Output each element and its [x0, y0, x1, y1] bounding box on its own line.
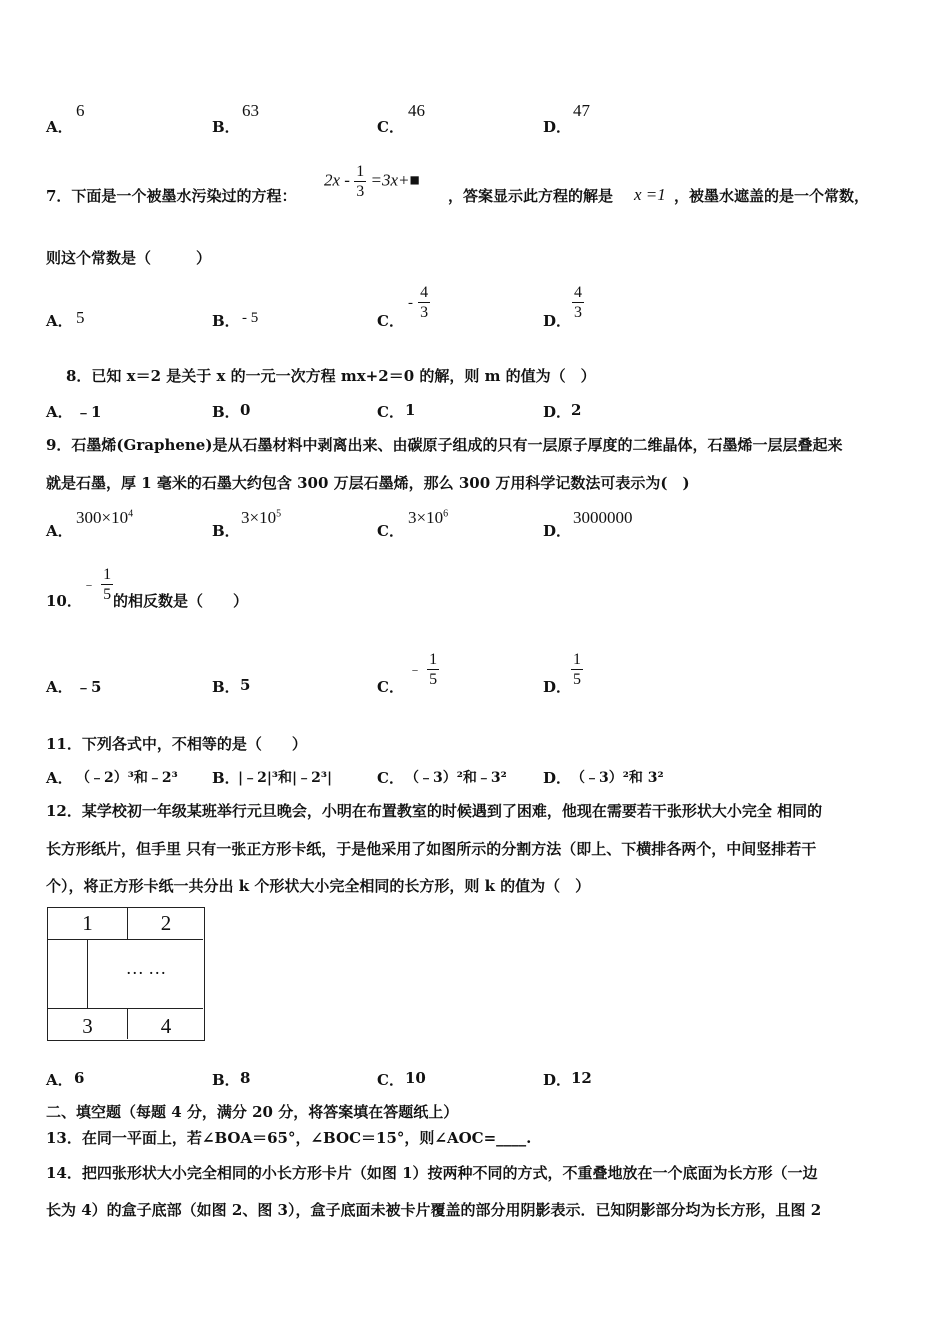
q12-question-line2: 长方形纸片，但手里 只有一张正方形卡纸，于是他采用了如图所示的分割方法（即上、下横排各两个，中间竖排若干 [46, 840, 817, 858]
q13-question-text: 13．在同一平面上，若∠BOA＝65°，∠BOC＝15°，则∠AOC=____. [46, 1129, 532, 1147]
q7-option-b-value: - 5 [242, 310, 259, 326]
q6-option-d-value: 47 [573, 101, 590, 120]
q7-option-c-value [408, 283, 430, 322]
q12-option-a: A． [46, 1071, 73, 1089]
q9-option-d-label: D． [543, 522, 572, 540]
q7-equation-lhs: 2x - [324, 170, 350, 190]
q7-option-d-label: D． [543, 312, 572, 330]
q11-option-b-label: B． [212, 769, 240, 787]
q7-option-a-label: A． [46, 312, 73, 330]
q12-option-b-value: 8 [240, 1069, 251, 1087]
q7-question-line2: 则这个常数是（ ） [46, 249, 212, 267]
q9-option-a-label: A． [46, 522, 73, 540]
q7-equation [324, 162, 420, 201]
q12-question-line1: 12．某学校初一年级某班举行元旦晚会，小明在布置教室的时候遇到了困难，他现在需要若干张形状大小完全 相同的 [46, 802, 823, 820]
q10-denominator: 5 [103, 586, 112, 603]
q8-option-b: B． [212, 403, 240, 421]
q11-option-a-label: A． [46, 769, 73, 787]
q12-option-b: B． [212, 1071, 240, 1089]
q7-option-d-numerator: 4 [574, 284, 582, 301]
q8-option-c-value: 1 [405, 401, 416, 419]
figure-cell-1: 1 [82, 911, 93, 935]
q10-option-d-fraction [571, 650, 583, 689]
q10-option-c-fraction [427, 650, 439, 689]
q10-option-a-value: ﹣5 [76, 678, 102, 696]
q9-question-line2: 就是石墨，厚 1 毫米的石墨大约包含 300 万层石墨烯，那么 300 万用科学记数法可表示为( ) [46, 474, 690, 492]
q10-option-b: B． [212, 678, 240, 696]
q6-option-d-label: D． [543, 118, 572, 136]
figure-cell-4: 4 [160, 1014, 172, 1038]
q12-option-a-value: 6 [74, 1069, 85, 1087]
q9-option-a-base: 300×10 [76, 508, 129, 527]
q8-option-c: C． [377, 403, 404, 421]
q12-option-d: D． [543, 1071, 572, 1089]
q6-option-a-value: 6 [76, 101, 85, 120]
q7-fraction-denominator: 3 [356, 183, 365, 200]
q12-option-c-value: 10 [405, 1069, 426, 1087]
q7-option-c-numerator: 4 [420, 284, 429, 301]
q7-fraction-numerator: 1 [356, 163, 365, 180]
q10-option-d-value [571, 650, 583, 689]
figure-cell-3: 3 [82, 1014, 93, 1038]
q7-option-c-label: C． [377, 312, 404, 330]
q14-question-line2: 长为 4）的盒子底部（如图 2、图 3），盒子底面未被卡片覆盖的部分用阴影表示．已知阴影部分均为长方形，且图 2 [46, 1201, 822, 1219]
q14-question-line1: 14．把四张形状大小完全相同的小长方形卡片（如图 1）按两种不同的方式，不重叠地放在一个底面为长方形（一边 [46, 1164, 818, 1182]
q10-option-c-value [408, 650, 439, 689]
q10-option-a: A． [46, 678, 73, 696]
q7-option-c-fraction [418, 283, 430, 322]
q7-option-c-sign: - [408, 295, 413, 311]
q9-option-c-base: 3×10 [408, 508, 444, 527]
q11-option-a-value: （﹣2）³和﹣2³ [76, 770, 178, 786]
q8-option-d: D． [543, 403, 572, 421]
q12-square-figure [47, 907, 205, 1041]
q9-option-c-value [408, 508, 448, 528]
q11-option-c-value: （﹣3）²和﹣3² [405, 770, 507, 786]
q10-option-d-denominator: 5 [573, 671, 581, 688]
q6-option-a-label: A． [46, 118, 73, 136]
q11-option-d-value: （﹣3）²和 3² [571, 770, 664, 786]
q7-option-d-denominator: 3 [574, 304, 582, 321]
q11-option-b-value: |﹣2|³和|﹣2³| [238, 770, 333, 786]
q7-equation-rhs: =3x+■ [370, 170, 420, 190]
q9-option-a-exponent: 4 [128, 508, 134, 520]
q7-equation-fraction [354, 162, 366, 201]
q7-option-d-fraction [572, 283, 584, 322]
q7-question-text-mid: ，答案显示此方程的解是 [448, 187, 614, 205]
q10-expression [82, 565, 113, 604]
q7-option-c-denominator: 3 [420, 304, 429, 321]
q8-option-d-value: 2 [571, 401, 582, 419]
q8-question-text: 8．已知 x＝2 是关于 x 的一元一次方程 mx+2＝0 的解，则 m 的值为（ ） [66, 367, 596, 385]
q7-question-text-end: ，被墨水遮盖的是一个常数， [674, 187, 870, 205]
q6-option-b-value: 63 [242, 101, 259, 120]
q7-question-text-start: 7．下面是一个被墨水污染过的方程： [46, 187, 297, 205]
q12-option-c: C． [377, 1071, 404, 1089]
q10-option-d-label: D． [543, 678, 572, 696]
figure-bottom-divider [48, 1008, 203, 1009]
q10-option-c-numerator: 1 [429, 651, 438, 668]
q10-number: 10． [46, 592, 82, 610]
q9-option-b-exponent: 5 [276, 508, 282, 520]
q6-option-c-value: 46 [408, 101, 425, 120]
q9-option-b-value [241, 508, 281, 528]
q11-option-d-label: D． [543, 769, 572, 787]
q8-option-a: A． [46, 403, 73, 421]
q7-option-a-value: 5 [76, 308, 85, 327]
section-2-title: 二、填空题（每题 4 分，满分 20 分，将答案填在答题纸上） [46, 1103, 459, 1121]
q10-fraction [101, 565, 113, 604]
q10-question-text: 的相反数是（ ） [113, 592, 249, 610]
q9-option-b-base: 3×10 [241, 508, 277, 527]
q9-option-b-label: B． [212, 522, 240, 540]
q12-question-line3: 个），将正方形卡纸一共分出 k 个形状大小完全相同的长方形，则 k 的值为（ ） [46, 877, 591, 895]
q10-option-d-numerator: 1 [573, 651, 581, 668]
q9-option-c-label: C． [377, 522, 404, 540]
figure-top-divider [48, 939, 203, 940]
q8-option-a-value: ﹣1 [76, 403, 102, 421]
q10-option-c-denominator: 5 [429, 671, 438, 688]
q10-numerator: 1 [103, 566, 112, 583]
q9-option-d-value: 3000000 [573, 508, 633, 527]
q10-option-b-value: 5 [240, 676, 251, 694]
q11-option-c-label: C． [377, 769, 404, 787]
q7-solution: x =1 [634, 185, 666, 204]
q9-option-a-value [76, 508, 133, 528]
q9-option-c-exponent: 6 [443, 508, 449, 520]
q10-option-c-label: C． [377, 678, 404, 696]
q9-question-line1: 9．石墨烯(Graphene)是从石墨材料中剥离出来、由碳原子组成的只有一层原子厚度的二维晶体，石墨烯一层层叠起来 [46, 436, 843, 454]
q12-option-d-value: 12 [571, 1069, 592, 1087]
q11-question-text: 11．下列各式中，不相等的是（ ） [46, 735, 307, 753]
q10-sign: ﹣ [82, 578, 96, 593]
figure-dots: … … [125, 958, 167, 978]
q6-option-c-label: C． [377, 118, 404, 136]
figure-cell-2: 2 [160, 911, 172, 935]
q7-option-d-value [572, 283, 584, 322]
q7-option-b-label: B． [212, 312, 240, 330]
q8-option-b-value: 0 [240, 401, 251, 419]
q10-option-c-sign: ﹣ [408, 663, 422, 678]
q6-option-b-label: B． [212, 118, 240, 136]
